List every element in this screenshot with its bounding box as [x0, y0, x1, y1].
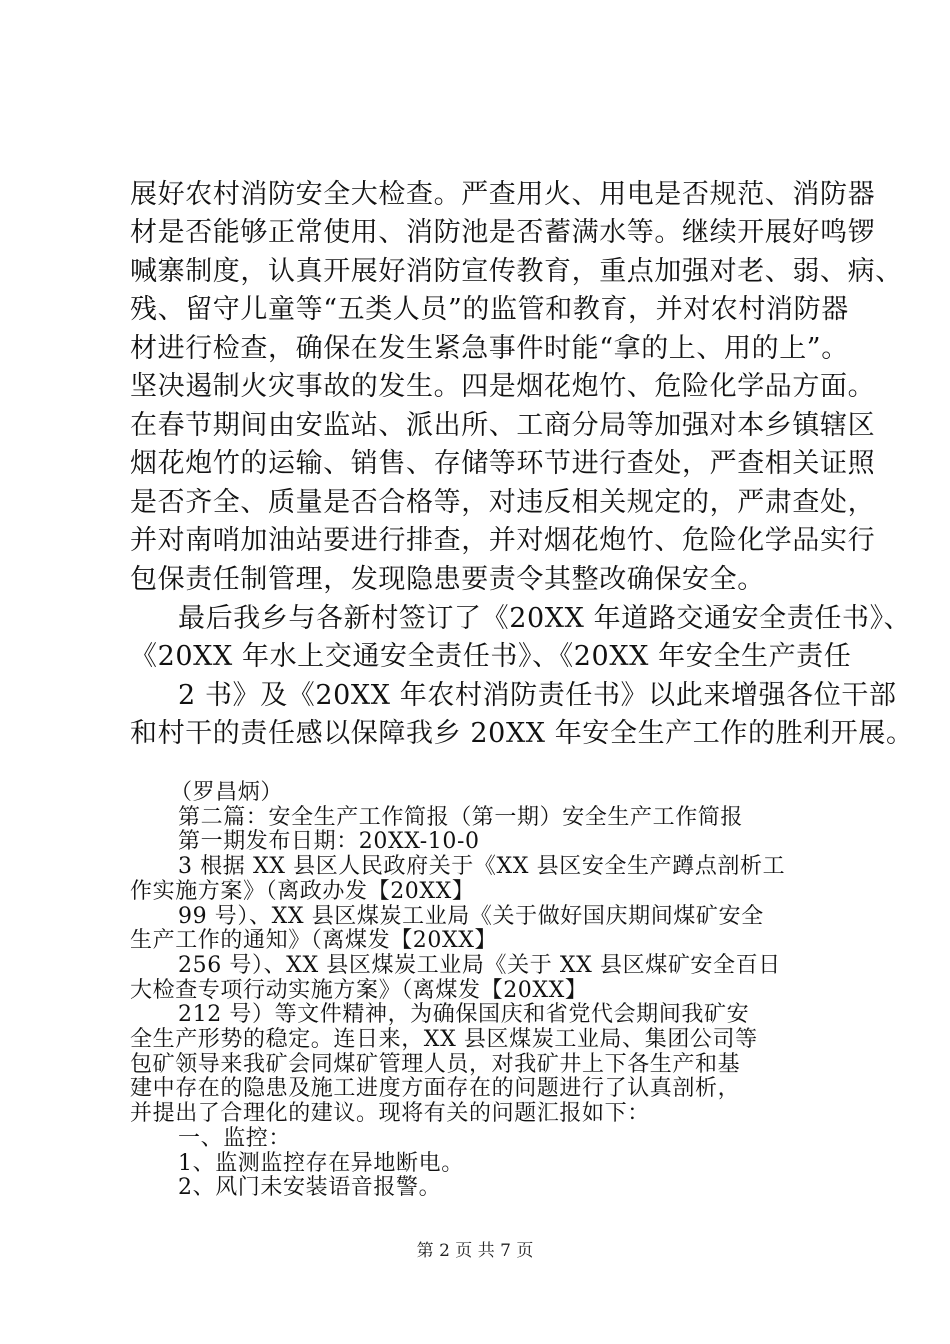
body-line: 材进行检查，确保在发生紧急事件时能“拿的上、用的上”。: [130, 333, 849, 364]
body-line: 作实施方案》（离政办发【20XX】: [130, 879, 475, 904]
body-line: 212 号）等文件精神，为确保国庆和省党代会期间我矿安: [178, 1002, 750, 1027]
body-line: 256 号）、XX 县区煤炭工业局《关于 XX 县区煤矿安全百日: [178, 953, 781, 978]
body-line: 并对南哨加油站要进行排查，并对烟花炮竹、危险化学品实行: [130, 525, 876, 556]
body-line: 1、监测监控存在异地断电。: [178, 1151, 464, 1176]
body-line: 一、监控：: [178, 1126, 292, 1151]
body-line: 喊寨制度，认真开展好消防宣传教育，重点加强对老、弱、病、: [130, 256, 903, 287]
body-line: 在春节期间由安监站、派出所、工商分局等加强对本乡镇辖区: [130, 410, 876, 441]
body-line: 2、风门未安装语音报警。: [178, 1175, 442, 1200]
body-line: 建中存在的隐患及施工进度方面存在的问题进行了认真剖析，: [130, 1076, 741, 1101]
body-line: 2 书》及《20XX 年农村消防责任书》以此来增强各位干部: [178, 680, 897, 711]
body-line: 大检查专项行动实施方案》（离煤发【20XX】: [130, 978, 588, 1003]
body-line: 残、留守儿童等“五类人员”的监管和教育，并对农村消防器: [130, 294, 849, 325]
body-line: 3 根据 XX 县区人民政府关于《XX 县区安全生产蹲点剖析工: [178, 854, 786, 879]
body-line: 《20XX 年水上交通安全责任书》、《20XX 年安全生产责任: [130, 641, 852, 672]
body-line: 烟花炮竹的运输、销售、存储等环节进行查处，严查相关证照: [130, 448, 876, 479]
body-line: 和村干的责任感以保障我乡 20XX 年安全生产工作的胜利开展。: [130, 718, 914, 749]
body-line: 第一期发布日期：20XX-10-0: [178, 829, 480, 854]
body-line: 材是否能够正常使用、消防池是否蓄满水等。继续开展好鸣锣: [130, 217, 876, 248]
body-line: 坚决遏制火灾事故的发生。四是烟花炮竹、危险化学品方面。: [130, 371, 876, 402]
body-line: 展好农村消防安全大检查。严查用火、用电是否规范、消防器: [130, 179, 876, 210]
body-line: 生产工作的通知》（离煤发【20XX】: [130, 928, 498, 953]
body-line: 是否齐全、质量是否合格等，对违反相关规定的，严肃查处，: [130, 487, 876, 518]
body-line: 并提出了合理化的建议。现将有关的问题汇报如下：: [130, 1101, 650, 1126]
author-line: （罗昌炳）: [170, 780, 284, 805]
body-line: 包保责任制管理，发现隐患要责令其整改确保安全。: [130, 564, 765, 595]
body-line: 99 号）、XX 县区煤炭工业局《关于做好国庆期间煤矿安全: [178, 904, 764, 929]
section-title: 第二篇：安全生产工作简报（第一期）安全生产工作简报: [178, 805, 744, 830]
body-line: 包矿领导来我矿会同煤矿管理人员，对我矿井上下各生产和基: [130, 1052, 741, 1077]
body-line: 最后我乡与各新村签订了《20XX 年道路交通安全责任书》、: [178, 603, 912, 634]
page-number-footer: 第 2 页 共 7 页: [416, 1241, 534, 1261]
body-line: 全生产形势的稳定。连日来，XX 县区煤炭工业局、集团公司等: [130, 1027, 758, 1052]
